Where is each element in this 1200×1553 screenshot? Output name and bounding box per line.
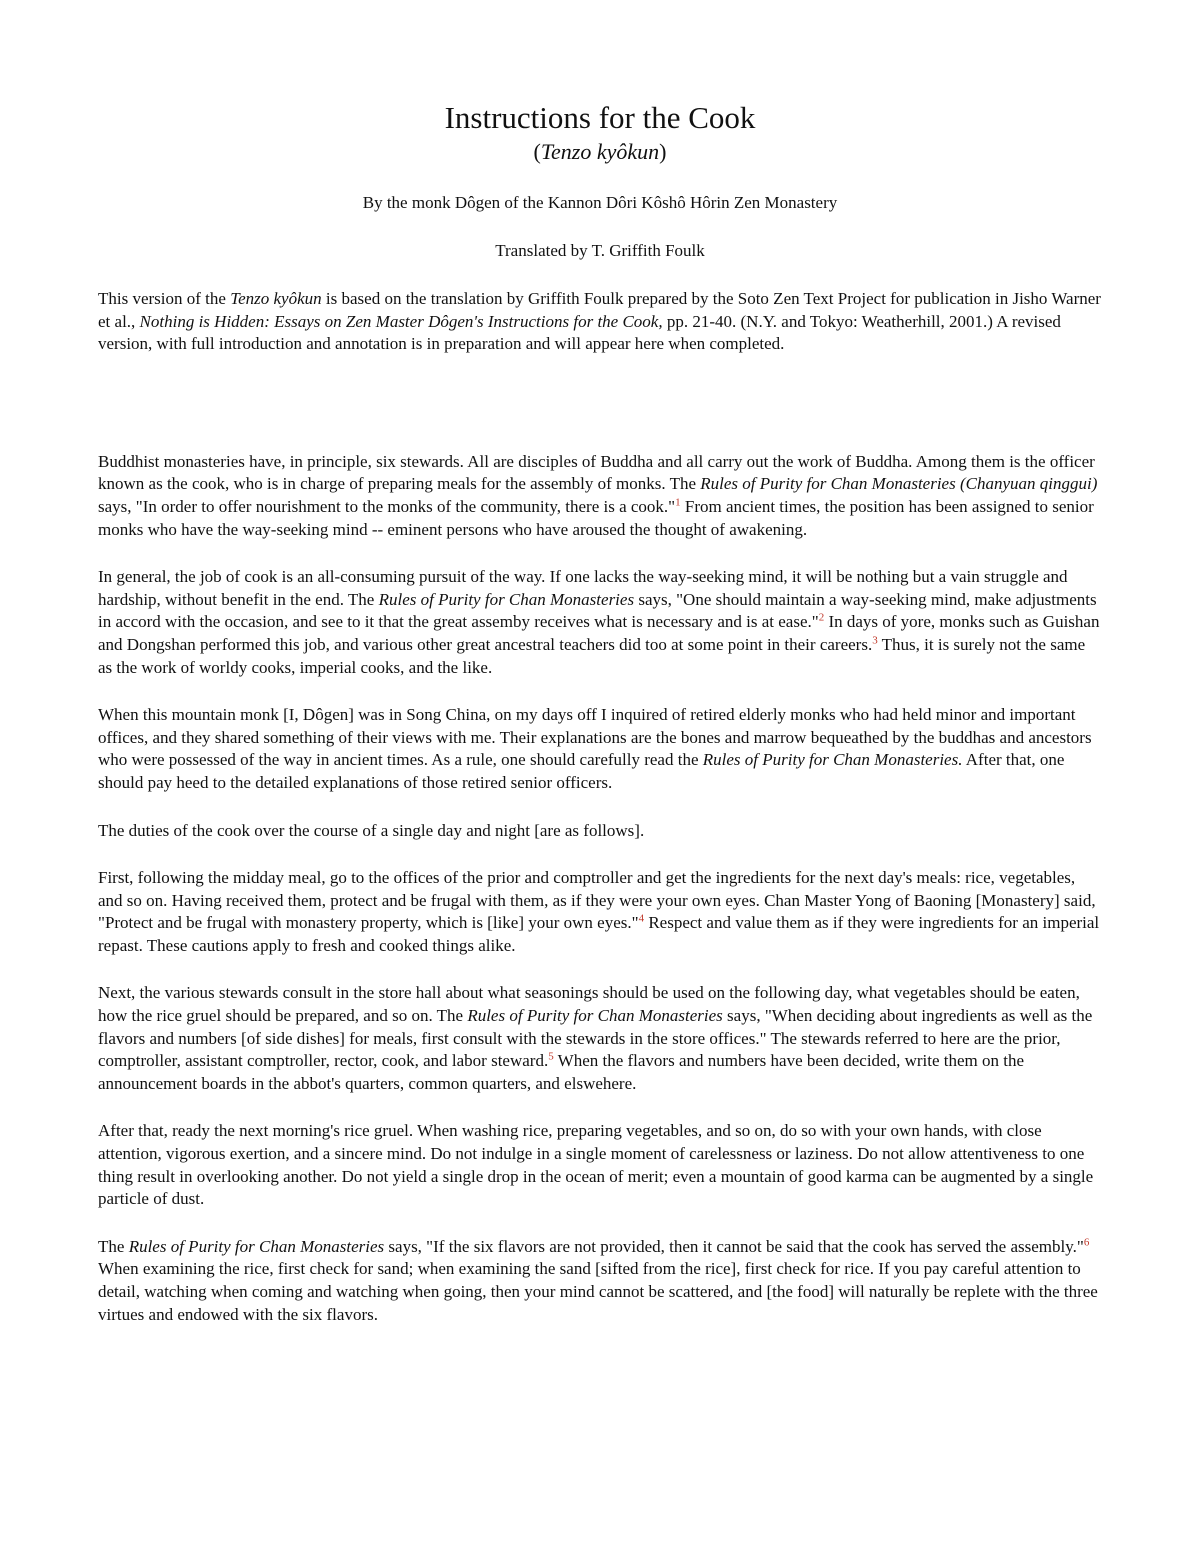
p3-italic-1: Rules of Purity for Chan Monasteries. <box>702 750 963 770</box>
p1-text-3: From ancient times, the position has been assigned to senior monks who have the way-seeking mind -- eminent persons who have aroused the thought of awakening. <box>98 496 1094 539</box>
p6-text-3: When the flavors and numbers have been decided, write them on the announcement boards in the abbot's quarters, common quarters, and elswehere. <box>98 1051 1025 1093</box>
p1-italic-1: Rules of Purity for Chan Monasteries (Chanyuan qinggui) <box>700 474 1098 494</box>
p6-text-2: says, "When deciding about ingredients as well as the flavors and numbers [of side dishes] for meals, first consult with the stewards in the store offices." The stewards referred to here are the prior, comptroller, assistant comptroller, rector, cook, and labor steward. <box>98 1006 1093 1071</box>
paragraph-7 <box>98 1120 1102 1210</box>
footnote-link-5[interactable]: 5 <box>548 1050 554 1063</box>
byline: By the monk Dôgen of the Kannon Dôri Kôshô Hôrin Zen Monastery <box>362 193 838 212</box>
subtitle-close-paren: ) <box>659 139 667 164</box>
p2-italic-1: Rules of Purity for Chan Monasteries <box>378 589 635 609</box>
p8-italic-1: Rules of Purity for Chan Monasteries <box>128 1236 385 1256</box>
footnote-link-4[interactable]: 4 <box>638 912 645 925</box>
intro-paragraph <box>98 288 1102 356</box>
subtitle-italic: Tenzo kyôkun <box>540 139 660 164</box>
footnote-link-6[interactable]: 6 <box>1083 1236 1090 1249</box>
footnote-link-2[interactable]: 2 <box>818 611 825 624</box>
paragraph-3 <box>98 704 1102 794</box>
p2-text-2: says, "One should maintain a way-seeking mind, make adjustments in accord with the occasion, and see to it that the great assemby receives what is necessary and is at ease." <box>98 589 1097 632</box>
p8-text-1: The <box>98 1236 129 1256</box>
p1-text-1: Buddhist monasteries have, in principle, six stewards. All are disciples of Buddha and all carry out the work of Buddha. Among them is the officer known as the cook, who is in charge of preparing meals for the assembly of monks. The <box>98 451 1095 494</box>
p5-text-1: First, following the midday meal, go to the offices of the prior and comptroller and get the ingredients for the next day's meals: rice, vegetables, and so on. Having received them, protect and be frugal with them, as if they were your own eyes. Chan Master Yong of Baoning [Monastery] said, "Protect and be frugal with monastery property, which is [like] your own eyes." <box>98 868 1096 933</box>
intro-italic-1: Tenzo kyôkun <box>230 289 322 308</box>
subtitle-open-paren: ( <box>533 139 541 164</box>
document-page <box>98 100 1102 1326</box>
intro-text-1: This version of the <box>98 289 231 308</box>
paragraph-6 <box>98 982 1102 1095</box>
page-title: Instructions for the Cook <box>444 100 756 135</box>
p3-text-2: After that, one should pay heed to the detailed explanations of those retired senior officers. <box>98 750 1065 792</box>
intro-text-3: pp. 21-40. (N.Y. and Tokyo: Weatherhill, 2001.) A revised version, with full introduction and annotation is in preparation and will appear here when completed. <box>98 311 1061 354</box>
p6-text-1: Next, the various stewards consult in the store hall about what seasonings should be used on the following day, what vegetables should be eaten, how the rice gruel should be prepared, and so on. The <box>98 983 1080 1026</box>
footnote-link-1[interactable]: 1 <box>675 496 681 509</box>
paragraph-5 <box>98 867 1102 957</box>
translator-credit: Translated by T. Griffith Foulk <box>495 241 705 260</box>
p6-italic-1: Rules of Purity for Chan Monasteries <box>467 1006 723 1026</box>
p1-text-2: says, "In order to offer nourishment to the monks of the community, there is a cook." <box>98 496 676 516</box>
paragraph-8 <box>98 1236 1102 1326</box>
intro-text-2: is based on the translation by Griffith Foulk prepared by the Soto Zen Text Project for publication in Jisho Warner et al., <box>98 289 1101 331</box>
p2-text-1: In general, the job of cook is an all-consuming pursuit of the way. If one lacks the way-seeking mind, it will be nothing but a vain struggle and hardship, without benefit in the end. The <box>98 567 1068 609</box>
p4-text-1: The duties of the cook over the course of a single day and night [are as follows]. <box>98 820 645 840</box>
paragraph-1 <box>98 451 1102 541</box>
p3-text-1: When this mountain monk [I, Dôgen] was in Song China, on my days off I inquired of retired elderly monks who had held minor and important offices, and they shared something of their views with me. Their explanations are the bones and marrow bequeathed by the buddhas and ancestors who were possessed of the way in ancient times. As a rule, one should carefully read the <box>98 705 1092 770</box>
intro-italic-2: Nothing is Hidden: Essays on Zen Master Dôgen's Instructions for the Cook, <box>139 311 663 331</box>
p8-text-3: When examining the rice, first check for sand; when examining the sand [sifted from the rice], first check for rice. If you pay careful attention to detail, watching when coming and watching when going, then your mind cannot be scattered, and [the food] will naturally be replete with the three virtues and endowed with the six flavors. <box>98 1259 1098 1324</box>
p5-text-2: Respect and value them as if they were ingredients for an imperial repast. These cautions apply to fresh and cooked things alike. <box>98 913 1100 955</box>
page-subtitle <box>98 138 1102 166</box>
footnote-link-3[interactable]: 3 <box>872 634 878 647</box>
paragraph-2 <box>98 566 1102 679</box>
paragraph-4 <box>98 820 1102 843</box>
p8-text-2: says, "If the six flavors are not provided, then it cannot be said that the cook has served the assembly." <box>384 1236 1084 1256</box>
p2-text-4: Thus, it is surely not the same as the work of worldy cooks, imperial cooks, and the like. <box>98 634 1086 677</box>
p2-text-3: In days of yore, monks such as Guishan and Dongshan performed this job, and various other great ancestral teachers did too at some point in their careers. <box>98 612 1100 654</box>
p7-text-1: After that, ready the next morning's rice gruel. When washing rice, preparing vegetables, and so on, do so with your own hands, with close attention, vigorous exertion, and a sincere mind. Do not indulge in a single moment of carelessness or laziness. Do not allow attentiveness to one thing result in overlooking another. Do not yield a single drop in the ocean of merit; even a mountain of good karma can be augmented by a single particle of dust. <box>98 1121 1094 1209</box>
